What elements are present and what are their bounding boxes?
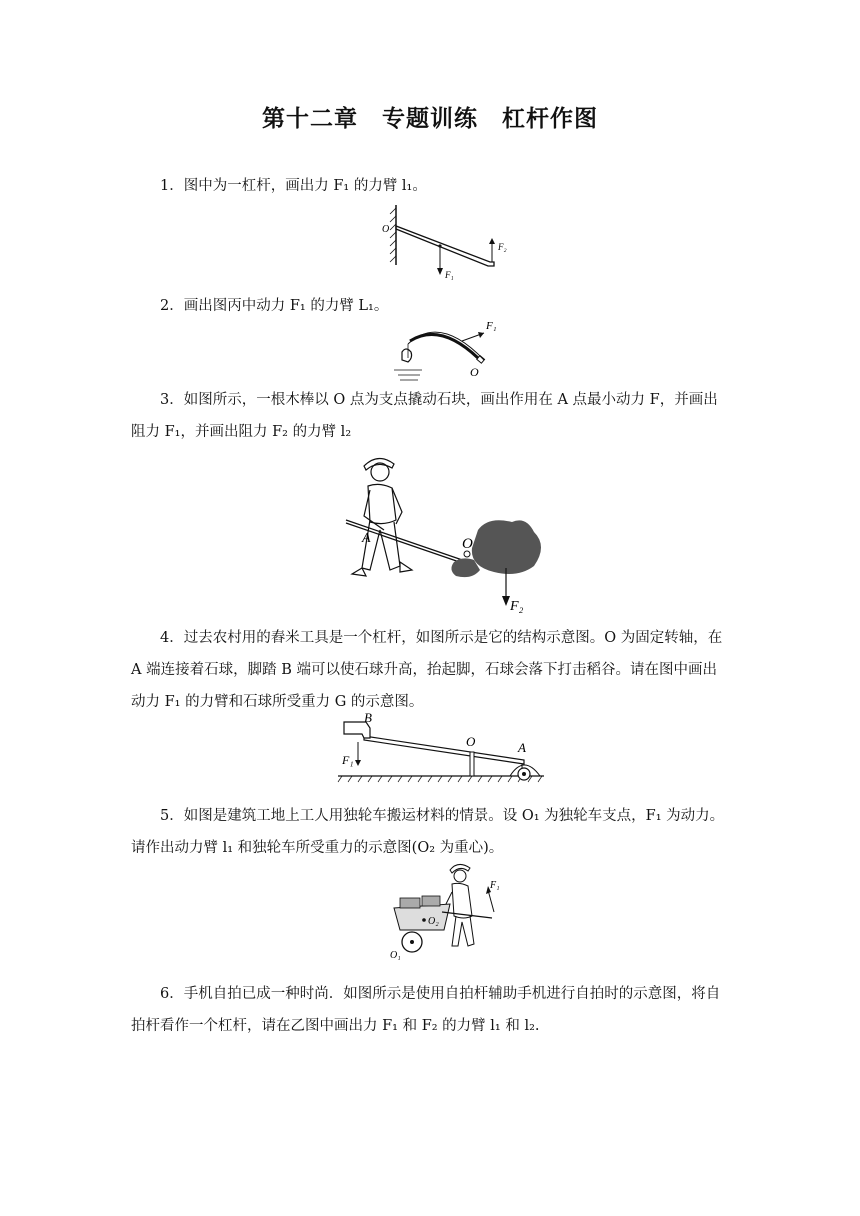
fig4-label-f1: F₁: [342, 753, 354, 767]
page-title: 第十二章 专题训练 杠杆作图: [262, 106, 598, 132]
fig1-label-o: O: [382, 224, 390, 235]
fig1-label-f2: F₂: [498, 242, 507, 252]
fig3-label-o: O: [462, 536, 473, 552]
fig2-label-f1: F₁: [486, 320, 497, 332]
figure-3-crowbar-rock: [338, 446, 568, 616]
figure-5-wheelbarrow: [386, 858, 506, 968]
figure-1-lever-diagram: [376, 200, 526, 285]
fig1-label-f1: F₁: [445, 270, 454, 280]
fig3-label-f2: F₂: [510, 599, 524, 614]
fig4-label-b: B: [364, 710, 372, 725]
large-rock: [472, 520, 541, 574]
fig5-label-o1: O₁: [390, 950, 401, 961]
fig3-label-a: A: [362, 531, 371, 546]
question-6: 6．手机自拍已成一种时尚．如图所示是使用自拍杆辅助手机进行自拍时的示意图，将自拍杆看作一个杠杆，请在乙图中画出力 F₁ 和 F₂ 的力臂 l₁ 和 l₂.: [131, 986, 721, 1034]
figure-4-rice-pounder: [334, 708, 556, 788]
fig5-label-o2: O₂: [428, 916, 439, 927]
figure-2-fishing-rod: [390, 314, 510, 386]
fig4-label-a: A: [518, 740, 526, 755]
fig2-label-o: O: [470, 365, 479, 379]
question-1: 1．图中为一杠杆，画出力 F₁ 的力臂 l₁。: [160, 178, 427, 194]
question-5: 5．如图是建筑工地上工人用独轮车搬运材料的情景。设 O₁ 为独轮车支点，F₁ 为动力。请作出动力臂 l₁ 和独轮车所受重力的示意图(O₂ 为重心)。: [131, 808, 725, 856]
fig4-label-o: O: [466, 734, 476, 749]
fig5-label-f1: F₁: [490, 880, 500, 891]
question-2: 2．画出图丙中动力 F₁ 的力臂 L₁。: [160, 298, 389, 314]
question-4: 4．过去农村用的舂米工具是一个杠杆，如图所示是它的结构示意图。O 为固定转轴，在 A 端连接着石球，脚踏 B 端可以使石球升高，抬起脚，石球会落下打击稻谷。请在图中画出动力 F₁ 的力臂和石球所受重力 G 的示意图。: [131, 630, 723, 710]
worker-illustration: [352, 458, 412, 576]
question-3: 3．如图所示，一根木棒以 O 点为支点撬动石块，画出作用在 A 点最小动力 F，并画出阻力 F₁，并画出阻力 F₂ 的力臂 l₂: [131, 392, 718, 440]
